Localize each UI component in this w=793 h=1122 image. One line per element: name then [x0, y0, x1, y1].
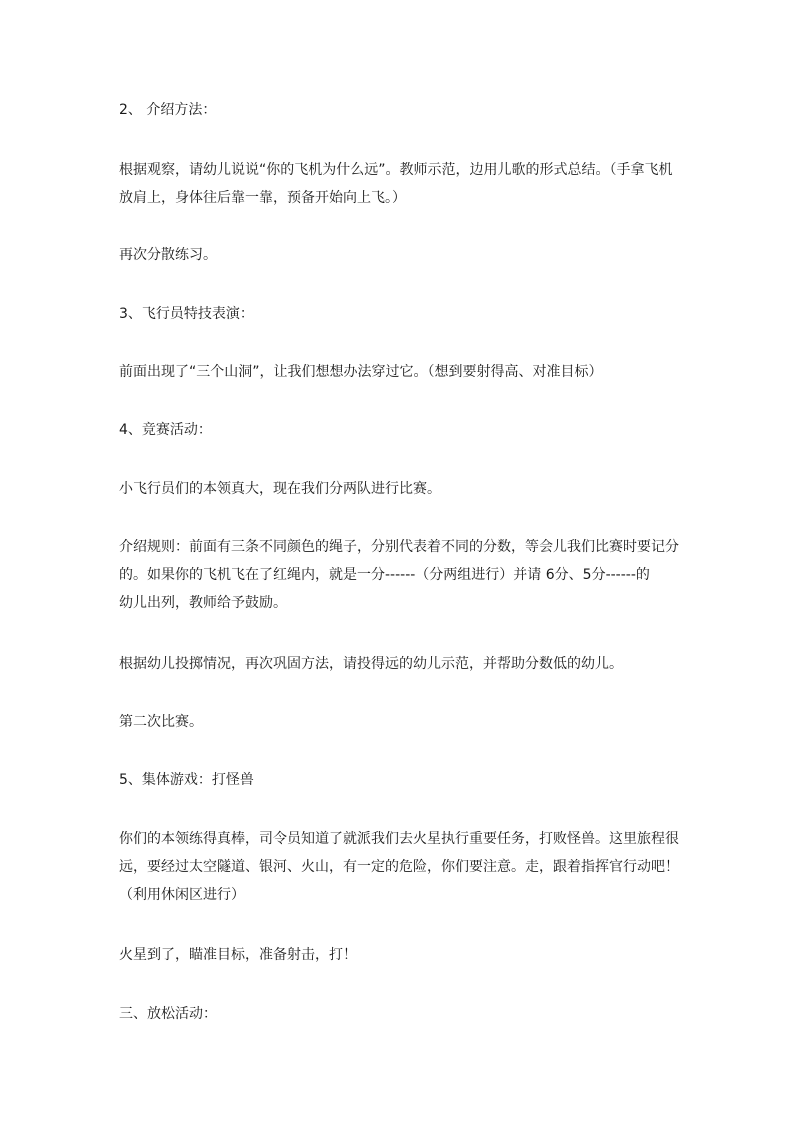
paragraph-observation	[119, 156, 679, 212]
text-line: 你们的本领练得真棒，司令员知道了就派我们去火星执行重要任务，打败怪兽。这里旅程很	[119, 831, 679, 847]
text-line: 再次分散练习。	[119, 247, 217, 263]
text-line: 火星到了，瞄准目标，准备射击，打！	[119, 947, 357, 963]
heading-introduce-method	[119, 96, 679, 124]
paragraph-second-match	[119, 708, 679, 736]
text-line: 放肩上，身体往后靠一靠，预备开始向上飞。）	[119, 190, 406, 206]
text-line: 根据观察，请幼儿说说“你的飞机为什么远”。教师示范，边用儿歌的形式总结。（手拿飞机	[119, 162, 673, 178]
text-line: 的。如果你的飞机飞在了红绳内，就是一分------（分两组进行）并请 6分、5分------的	[119, 567, 650, 583]
paragraph-practice	[119, 241, 679, 269]
paragraph-caves	[119, 358, 679, 386]
heading-group-game	[119, 766, 679, 794]
text-line: （利用休闲区进行）	[119, 887, 245, 903]
paragraph-consolidate	[119, 650, 679, 678]
text-line: 幼儿出列，教师给予鼓励。	[119, 595, 287, 611]
text-line: 小飞行员们的本领真大，现在我们分两队进行比赛。	[119, 481, 441, 497]
text-line: 三、放松活动：	[119, 1006, 217, 1022]
paragraph-mission	[119, 825, 679, 909]
text-line: 4、竞赛活动：	[119, 422, 212, 438]
text-line: 2、 介绍方法：	[119, 102, 217, 118]
text-line: 远，要经过太空隧道、银河、火山，有一定的危险，你们要注意。走，跟着指挥官行动吧！	[119, 859, 679, 875]
heading-relax	[119, 1000, 679, 1028]
text-line: 第二次比赛。	[119, 714, 203, 730]
text-line: 根据幼儿投掷情况，再次巩固方法，请投得远的幼儿示范，并帮助分数低的幼儿。	[119, 656, 623, 672]
text-line: 3、飞行员特技表演：	[119, 306, 254, 322]
heading-stunt-show	[119, 300, 679, 328]
text-line: 介绍规则：前面有三条不同颜色的绳子，分别代表着不同的分数，等会儿我们比赛时要记分	[119, 539, 679, 555]
paragraph-mars	[119, 941, 679, 969]
paragraph-teams	[119, 475, 679, 503]
paragraph-rules	[119, 533, 679, 617]
text-line: 5、集体游戏：打怪兽	[119, 772, 254, 788]
text-line: 前面出现了“三个山洞”，让我们想想办法穿过它。（想到要射得高、对准目标）	[119, 364, 603, 380]
heading-competition	[119, 416, 679, 444]
